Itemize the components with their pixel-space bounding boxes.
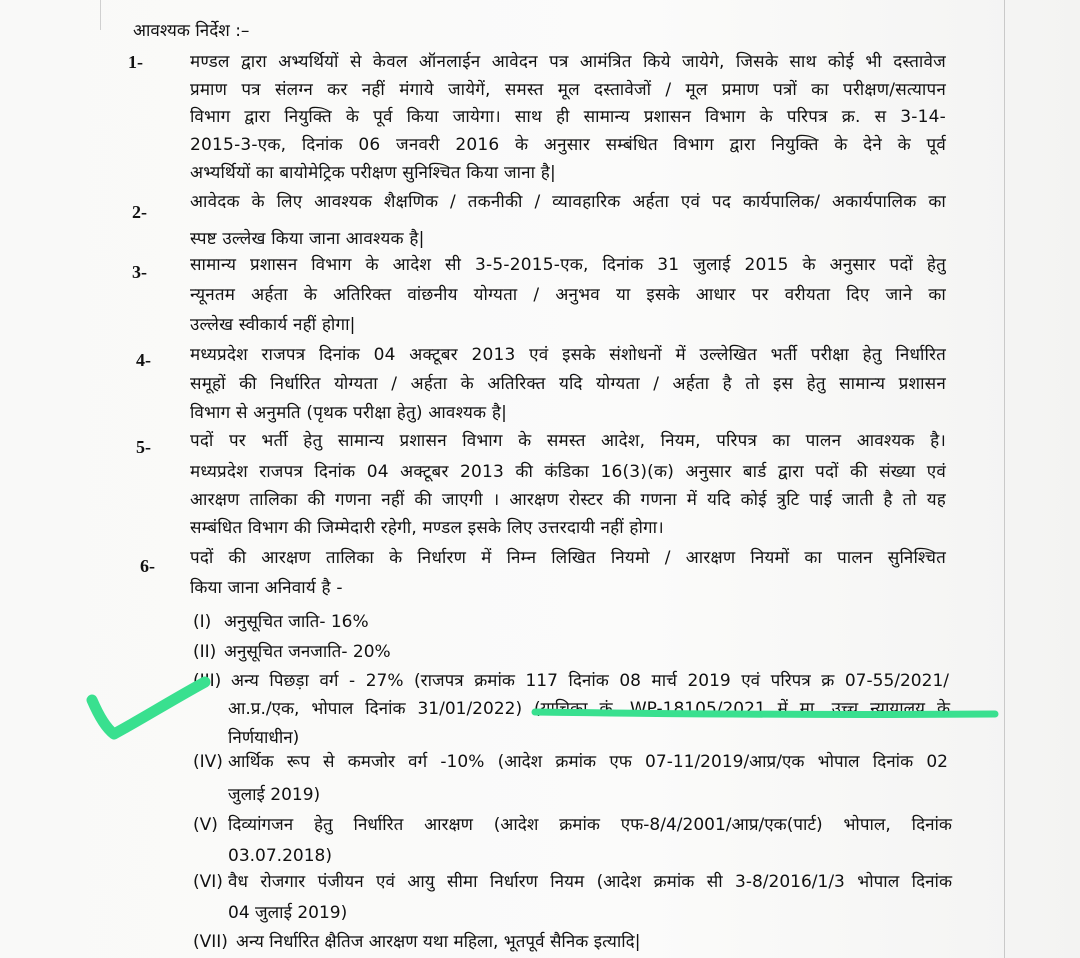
item-line: प्रमाण पत्र संलग्न कर नहीं मंगाये जायेगें, समस्त मूल दस्तावेजों / मूल प्रमाण पत्रों का परीक्षण/सत्यापन (190, 80, 946, 100)
item-line: विभाग से अनुमति (पृथक परीक्षा हेतु) आवश्यक है| (190, 403, 508, 423)
item-line: सम्बंधित विभाग की जिम्मेदारी रहेगी, मण्डल इसके लिए उत्तरदायी नहीं होगा। (190, 518, 664, 538)
item-number: 5- (136, 437, 151, 457)
sub-item-continuation: निर्णयाधीन) (228, 728, 300, 748)
sub-item-continuation: 04 जुलाई 2019) (228, 903, 348, 923)
item-line: न्यूनतम अर्हता के अतिरिक्त वांछनीय योग्यता / अनुभव या इसके आधार पर वरीयता दिए जाने का (190, 285, 946, 305)
sub-item-text: अन्य पिछड़ा वर्ग - 27% (राजपत्र क्रमांक 117 दिनांक 08 मार्च 2019 एवं परिपत्र क्र 07-55/2021/ (231, 671, 949, 691)
item-line: अभ्यर्थियों का बायोमेट्रिक परीक्षण सुनिश्चित किया जाना है| (190, 163, 556, 183)
item-line: मध्यप्रदेश राजपत्र दिनांक 04 अक्टूबर 2013 की कंडिका 16(3)(क) अनुसार बार्ड द्वारा पदों की संख्या एवं (190, 462, 946, 482)
item-line: विभाग द्वारा नियुक्ति के पूर्व किया जायेगा। साथ ही सामान्य प्रशासन विभाग के परिपत्र क्र. स 3-14- (190, 107, 946, 127)
sub-item-text: अनुसूचित जाति- 16% (224, 612, 369, 632)
sub-item-continuation: आ.प्र./एक, भोपाल दिनांक 31/01/2022) (याचिका क्रं. WP-18105/2021 में मा. उच्च न्यायालय के (228, 699, 950, 719)
sub-item-label: (VI) (193, 872, 223, 892)
sub-item-text: वैध रोजगार पंजीयन एवं आयु सीमा निर्धारण नियम (आदेश क्रमांक सी 3-8/2016/1/3 भोपाल दिनांक (228, 872, 952, 892)
item-number: 2- (132, 202, 147, 222)
item-number: 6- (140, 556, 155, 576)
sub-item-continuation: 03.07.2018) (228, 846, 332, 866)
item-line: सामान्य प्रशासन विभाग के आदेश सी 3-5-2015-एक, दिनांक 31 जुलाई 2015 के अनुसार पदों हेतु (190, 255, 946, 275)
item-number: 4- (136, 350, 151, 370)
item-line: उल्लेख स्वीकार्य नहीं होगा| (190, 315, 356, 335)
item-line: 2015-3-एक, दिनांक 06 जनवरी 2016 के अनुसार सम्बंधित विभाग द्वारा नियुक्ति के देने के पूर्व (190, 135, 946, 155)
item-line: पदों की आरक्षण तालिका के निर्धारण में निम्न लिखित नियमो / आरक्षण नियमों का पालन सुनिश्चित (190, 548, 946, 568)
sub-item-continuation: जुलाई 2019) (228, 785, 321, 805)
sub-item-label: (I) (193, 612, 212, 632)
section-heading: आवश्यक निर्देश :– (133, 21, 250, 41)
item-line: मध्यप्रदेश राजपत्र दिनांक 04 अक्टूबर 2013 एवं इसके संशोधनों में उल्लेखित भर्ती परीक्षा हेतु निर्धारित (190, 345, 946, 365)
sub-item-label: (II) (193, 642, 217, 662)
item-line: पदों पर भर्ती हेतु सामान्य प्रशासन विभाग के समस्त आदेश, नियम, परिपत्र का पालन आवश्यक है। (190, 431, 946, 451)
sub-item-label: (IV) (193, 752, 223, 772)
margin-rule (100, 0, 101, 30)
item-number: 1- (128, 52, 143, 72)
sub-item-text: अनुसूचित जनजाति- 20% (224, 642, 391, 662)
item-line: समूहों की निर्धारित योग्यता / अर्हता के अतिरिक्त यदि योग्यता / अर्हता है तो इस हेतु सामान्य प्रशासन (190, 374, 946, 394)
item-line: किया जाना अनिवार्य है - (190, 578, 343, 598)
item-line: आरक्षण तालिका की गणना नहीं की जाएगी । आरक्षण रोस्टर की गणना में यदि कोई त्रुटि पाई जाती है तो यह (190, 490, 946, 510)
sub-item-text: अन्य निर्धारित क्षैतिज आरक्षण यथा महिला, भूतपूर्व सैनिक इत्यादि| (236, 932, 641, 952)
item-line: स्पष्ट उल्लेख किया जाना आवश्यक है| (190, 229, 425, 249)
sub-item-text: दिव्यांगजन हेतु निर्धारित आरक्षण (आदेश क्रमांक एफ-8/4/2001/आप्र/एक(पार्ट) भोपाल, दिनांक (228, 815, 952, 835)
sub-item-label: (V) (193, 815, 218, 835)
item-line: मण्डल द्वारा अभ्यर्थियों से केवल ऑनलाईन आवेदन पत्र आमंत्रित किये जायेगे, जिसके साथ कोई भी दस्तावेज (190, 52, 946, 72)
highlight-checkmark (92, 682, 205, 734)
sub-item-label: (III) (193, 671, 222, 691)
sub-item-label: (VII) (193, 932, 228, 952)
item-line: आवेदक के लिए आवश्यक शैक्षणिक / तकनीकी / व्यावहारिक अर्हता एवं पद कार्यपालिक/ अकार्यपालिक का (190, 192, 946, 212)
item-number: 3- (132, 262, 147, 282)
right-margin-rule (1004, 0, 1005, 958)
sub-item-text: आर्थिक रूप से कमजोर वर्ग -10% (आदेश क्रमांक एफ 07-11/2019/आप्र/एक भोपाल दिनांक 02 (228, 752, 948, 772)
